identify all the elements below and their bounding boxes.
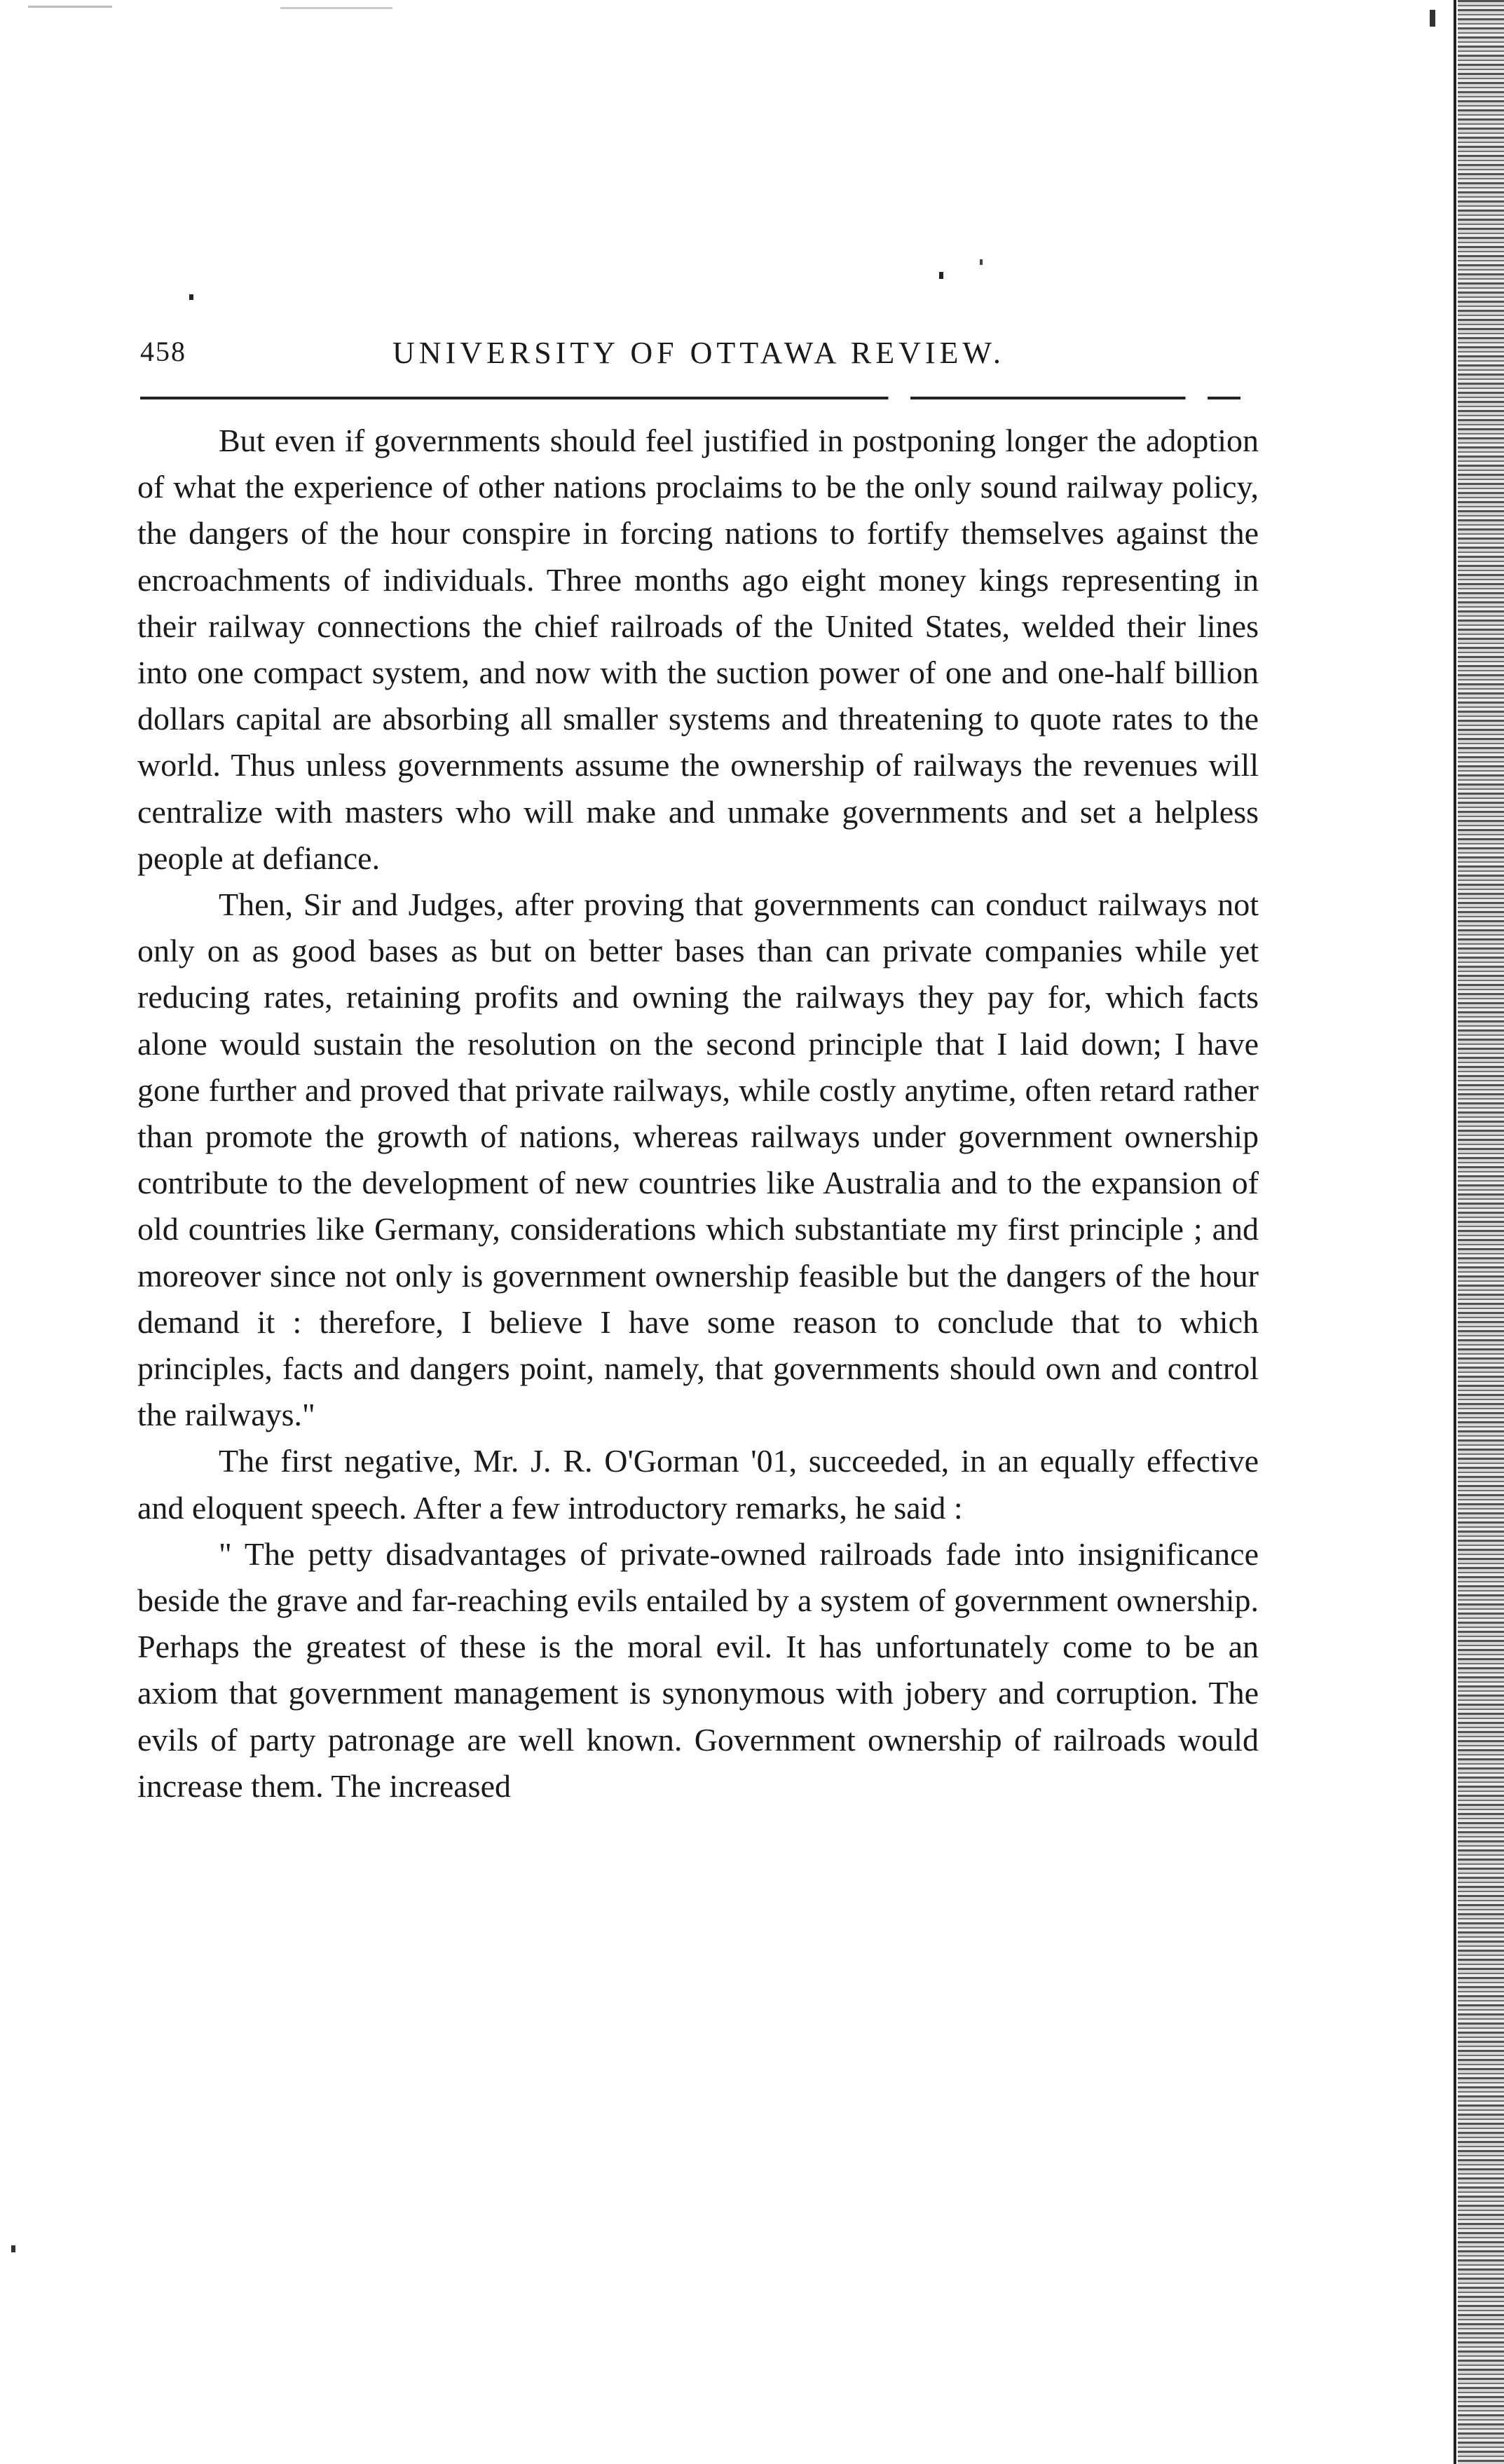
paragraph: But even if governments should feel justified in postponing longer the adoption of what the experience of other nations proclaims to be the only sound railway policy, the dangers of the hour conspire in forcing nations to fortify themselves against the encroachments of individuals. Three months ago eight money kings representing in their railway connections the chief railroads of the United States, welded their lines into one compact system, and now with the suction power of one and one-half billion dollars capital are absorbing all smaller systems and threatening to quote rates to the world. Thus unless governments assume the ownership of railways the revenues will centralize with masters who will make and unmake governments and set a helpless people at defiance.: [137, 423, 1259, 876]
paragraph: " The petty disadvantages of private-owned railroads fade into insignificance beside the grave and far-reaching evils entailed by a system of government ownership. Perhaps the greatest of these is the moral evil. It has unfortunately come to be an axiom that government management is synonymous with jobery and corruption. The evils of party patronage are well known. Government ownership of railroads would increase them. The increased: [137, 1535, 1259, 1804]
body-text: [137, 418, 1259, 1809]
paragraph: The first negative, Mr. J. R. O'Gorman '01, succeeded, in an equally effective and eloquent speech. After a few introductory remarks, he said :: [137, 1443, 1259, 1526]
binding-edge-line: [1454, 0, 1456, 2464]
binding-edge: [1458, 0, 1504, 2464]
header-rule: [140, 397, 1240, 399]
paragraph: Then, Sir and Judges, after proving that governments can conduct railways not only on as good bases as but on better bases than can private companies while yet reducing rates, retaining profits and owning the railways they pay for, which facts alone would sustain the resolution on the second principle that I laid down; I have gone further and proved that private railways, while costly anytime, often retard rather than promote the growth of nations, whereas railways under government ownership contribute to the development of new countries like Australia and to the expansion of old countries like Germany, considerations which substantiate my first principle ; and moreover since not only is government ownership feasible but the dangers of the hour demand it : therefore, I believe I have some reason to conclude that to which principles, facts and dangers point, namely, that governments should own and control the railways.": [137, 887, 1259, 1433]
page-header: [140, 335, 1240, 384]
page-number: 458: [140, 336, 186, 367]
running-title: UNIVERSITY OF OTTAWA REVIEW.: [392, 336, 1005, 370]
